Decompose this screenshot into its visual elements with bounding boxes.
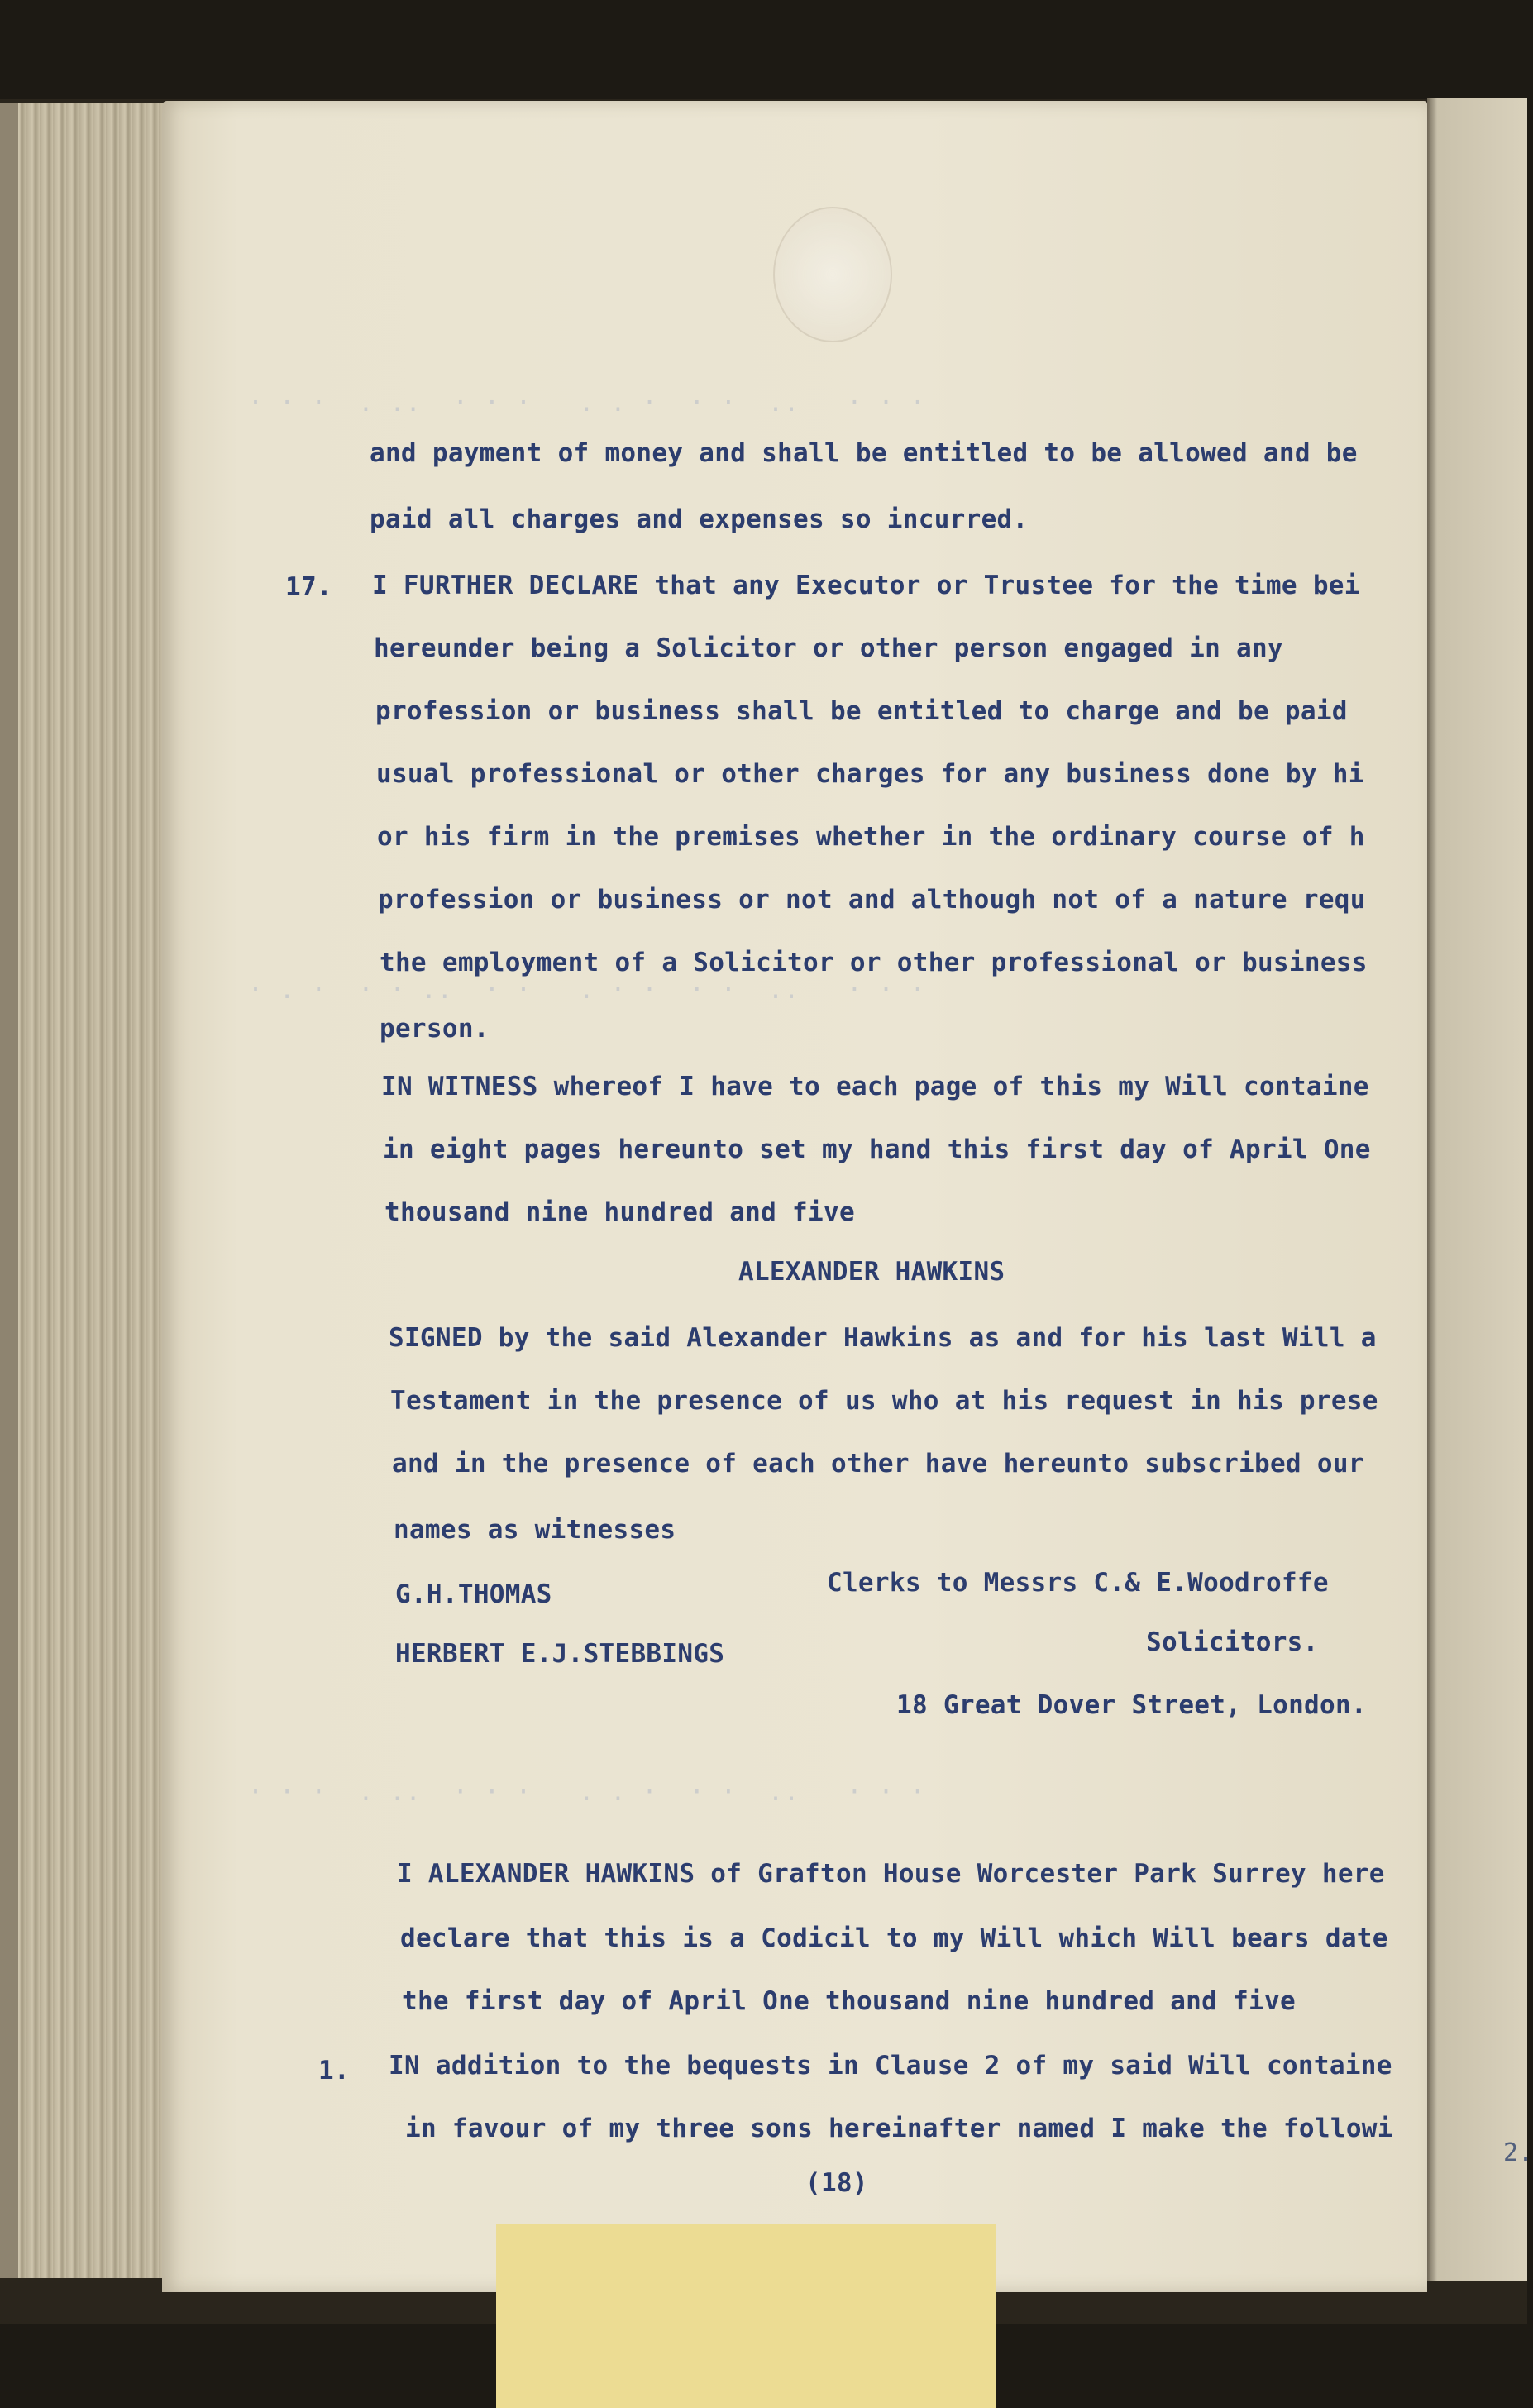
text-line: usual professional or other charges for any business done by hi: [376, 759, 1364, 789]
text-line: in eight pages hereunto set my hand this first day of April One: [383, 1135, 1371, 1164]
document-page: [162, 101, 1427, 2292]
clause-number: 17.: [285, 572, 332, 602]
text-line: names as witnesses: [394, 1515, 676, 1545]
text-line: SIGNED by the said Alexander Hawkins as and for his last Will a: [389, 1323, 1377, 1353]
witness-name: G.H.THOMAS: [395, 1579, 552, 1609]
text-line: or his firm in the premises whether in the ordinary course of h: [377, 822, 1365, 852]
witness-role: Solicitors.: [1146, 1627, 1319, 1657]
text-line: the first day of April One thousand nine hundred and five: [402, 1986, 1296, 2016]
text-line: paid all charges and expenses so incurred.: [370, 504, 1029, 534]
text-line: the employment of a Solicitor or other professional or business: [380, 948, 1368, 977]
testator-signature: ALEXANDER HAWKINS: [738, 1257, 1005, 1287]
text-line: I ALEXANDER HAWKINS of Grafton House Worcester Park Surrey here: [397, 1859, 1385, 1889]
text-line: profession or business shall be entitled to charge and be paid: [375, 696, 1348, 726]
text-line: IN addition to the bequests in Clause 2 of my said Will containe: [389, 2051, 1392, 2081]
text-line: thousand nine hundred and five: [384, 1197, 855, 1227]
text-line: hereunder being a Solicitor or other person engaged in any: [374, 633, 1283, 663]
facing-page: [1427, 98, 1533, 2281]
witness-name: HERBERT E.J.STEBBINGS: [395, 1639, 725, 1669]
text-line: declare that this is a Codicil to my Will which Will bears date: [400, 1923, 1388, 1953]
clause-number: 1.: [318, 2056, 350, 2086]
show-through-text: · · · . .. · · · . . · · · .. · · ·: [248, 1778, 926, 1807]
facing-page-number-fragment: 2.: [1503, 2138, 1533, 2167]
text-line: person.: [380, 1014, 490, 1044]
witness-role: Clerks to Messrs C.& E.Woodroffe: [827, 1568, 1329, 1598]
text-line: in favour of my three sons hereinafter named I make the followi: [405, 2114, 1393, 2143]
witness-address: 18 Great Dover Street, London.: [896, 1690, 1367, 1720]
text-line: IN WITNESS whereof I have to each page of this my Will containe: [381, 1072, 1369, 1101]
page-edges: [0, 103, 165, 2278]
show-through-text: · · · . .. · · · . . · · · .. · · ·: [248, 389, 926, 418]
text-line: and payment of money and shall be entitled to be allowed and be: [370, 438, 1358, 468]
text-line: and in the presence of each other have hereunto subscribed our: [392, 1449, 1364, 1479]
embossed-seal: [773, 207, 892, 342]
show-through-text: · . · · · .. · · . · · · · .. · · ·: [248, 976, 926, 1005]
text-line: Testament in the presence of us who at his request in his prese: [390, 1386, 1378, 1416]
page-number: (18): [805, 2168, 868, 2198]
book-spine-edge: [0, 103, 18, 2278]
text-line: I FURTHER DECLARE that any Executor or Trustee for the time bei: [372, 571, 1360, 600]
text-line: profession or business or not and although not of a nature requ: [378, 885, 1366, 915]
paper-tab: [496, 2224, 996, 2408]
